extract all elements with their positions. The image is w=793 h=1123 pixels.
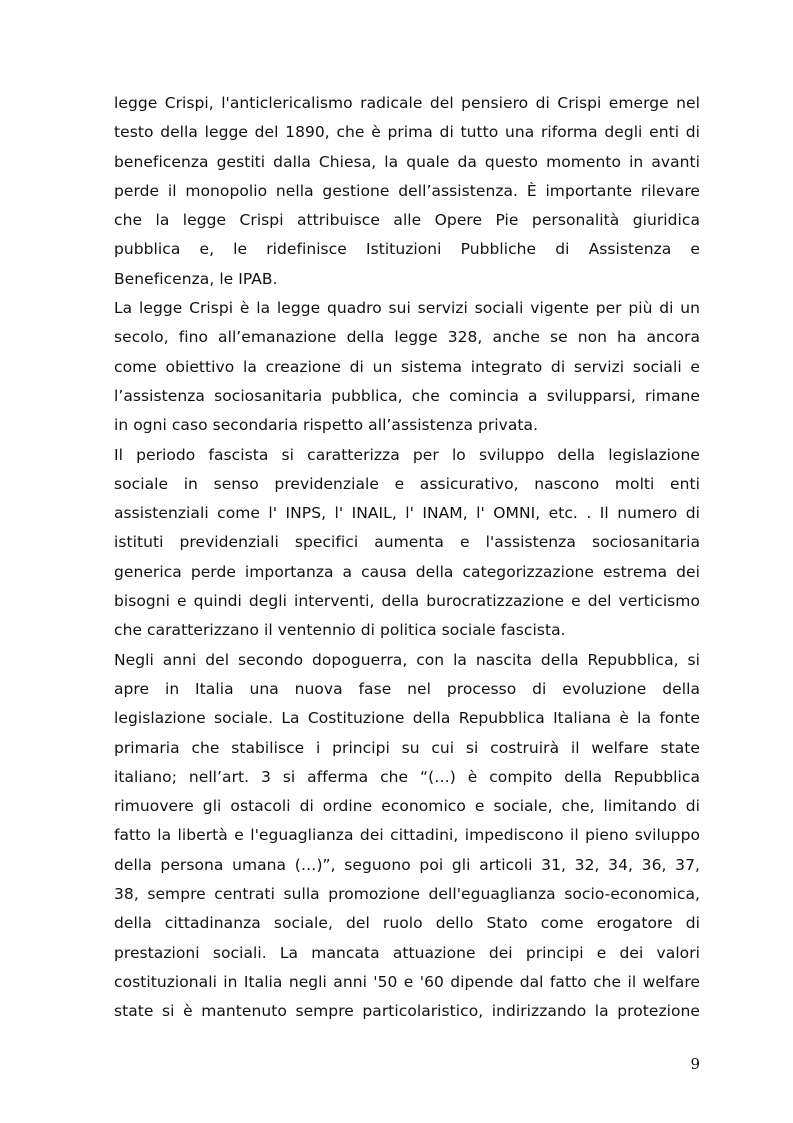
text-line: assistenziali come l' INPS, l' INAIL, l' INAM, l' OMNI, etc. . Il numero di [114, 504, 700, 523]
text-line: Beneficenza, le IPAB. [114, 269, 278, 288]
text-line: sociale in senso previdenziale e assicurativo, nascono molti enti [114, 474, 700, 493]
text-line: generica perde importanza a causa della categorizzazione estrema dei [114, 562, 700, 581]
text-line: primaria che stabilisce i principi su cui si costruirà il welfare state [114, 738, 700, 757]
text-line: legislazione sociale. La Costituzione della Repubblica Italiana è la fonte [114, 709, 700, 728]
text-line: che caratterizzano il ventennio di politica sociale fascista. [114, 621, 566, 640]
text-line: pubblica e, le ridefinisce Istituzioni Pubbliche di Assistenza e [114, 240, 700, 259]
text-line: Il periodo fascista si caratterizza per lo sviluppo della legislazione [114, 445, 700, 464]
text-line: che la legge Crispi attribuisce alle Opere Pie personalità giuridica [114, 211, 700, 230]
text-line: della cittadinanza sociale, del ruolo dello Stato come erogatore di [114, 914, 700, 933]
text-line: della persona umana (…)”, seguono poi gli articoli 31, 32, 34, 36, 37, [114, 855, 700, 874]
text-line: in ogni caso secondaria rispetto all’assistenza privata. [114, 416, 539, 435]
text-line: perde il monopolio nella gestione dell’assistenza. È importante rilevare [114, 181, 700, 200]
text-line: legge Crispi, l'anticlericalismo radicale del pensiero di Crispi emerge nel [114, 94, 700, 112]
text-line: prestazioni sociali. La mancata attuazione dei principi e dei valori [114, 943, 700, 962]
text-line: secolo, fino all’emanazione della legge 328, anche se non ha ancora [114, 328, 700, 347]
text-line: testo della legge del 1890, che è prima di tutto una riforma degli enti di [114, 123, 700, 142]
text-line: beneficenza gestiti dalla Chiesa, la quale da questo momento in avanti [114, 152, 700, 171]
text-line: apre in Italia una nuova fase nel processo di evoluzione della [114, 679, 700, 698]
text-line: come obiettivo la creazione di un sistema integrato di servizi sociali e [114, 357, 700, 376]
text-line: rimuovere gli ostacoli di ordine economico e sociale, che, limitando di [114, 797, 700, 816]
text-line: Negli anni del secondo dopoguerra, con la nascita della Repubblica, si [114, 650, 700, 669]
text-line: state si è mantenuto sempre particolaristico, indirizzando la protezione [114, 1002, 700, 1021]
body-text [114, 89, 700, 1027]
text-line: l’assistenza sociosanitaria pubblica, che comincia a svilupparsi, rimane [114, 386, 700, 405]
text-line: La legge Crispi è la legge quadro sui servizi sociali vigente per più di un [114, 299, 700, 318]
text-line: fatto la libertà e l'eguaglianza dei cittadini, impediscono il pieno sviluppo [114, 826, 700, 845]
text-line: istituti previdenziali specifici aumenta e l'assistenza sociosanitaria [114, 533, 700, 552]
text-line: italiano; nell’art. 3 si afferma che “(…) è compito della Repubblica [114, 767, 700, 786]
page-number: 9 [690, 1055, 700, 1073]
text-line: costituzionali in Italia negli anni '50 e '60 dipende dal fatto che il welfare [114, 972, 700, 991]
text-line: bisogni e quindi degli interventi, della burocratizzazione e del verticismo [114, 592, 700, 611]
text-line: 38, sempre centrati sulla promozione dell'eguaglianza socio-economica, [114, 885, 700, 904]
